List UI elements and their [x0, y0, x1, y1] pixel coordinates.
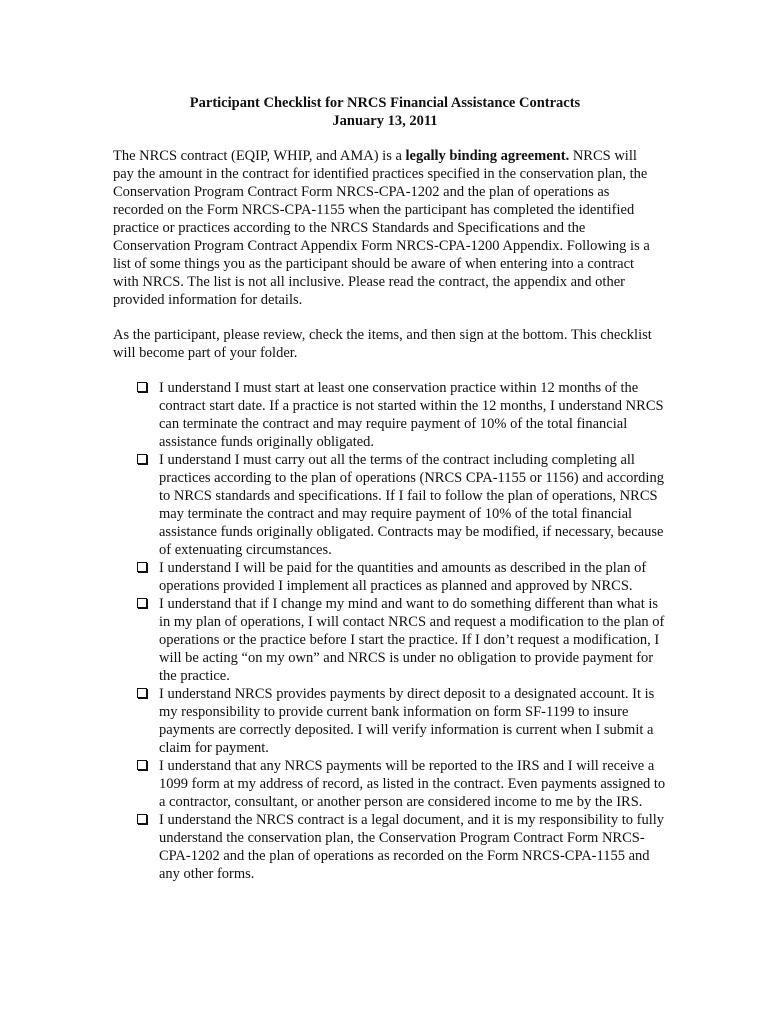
checklist — [136, 379, 666, 883]
instructions-paragraph: As the participant, please review, check the items, and then sign at the bottom. This checklist will become part of your folder. — [113, 327, 652, 361]
checkbox-icon[interactable] — [137, 598, 147, 608]
intro-paragraph — [113, 147, 661, 309]
checklist-item — [136, 757, 666, 811]
checklist-item — [136, 685, 666, 757]
checkbox-icon[interactable] — [137, 562, 147, 572]
checklist-item — [136, 379, 666, 451]
intro-text-rest: NRCS will pay the amount in the contract for identified practices specified in the conservation plan, the Conservation Program Contract Form NRCS-CPA-1202 and the plan of operations as recorded on the Form NRCS-CPA-1155 when the participant has completed the identified practice or practices according to the NRCS Standards and Specifications and the Conservation Program Contract Appendix Form NRCS-CPA-1200 Appendix. Following is a list of some things you as the participant should be aware of when entering into a contract with NRCS. The list is not all inclusive. Please read the contract, the appendix and other provided information for details. — [113, 148, 650, 308]
checklist-item — [136, 595, 666, 685]
checklist-item-text: I understand that if I change my mind and want to do something different than what is in my plan of operations, I will contact NRCS and request a modification to the plan of operations or the practice before I start the practice. If I don’t request a modification, I will be acting “on my own” and NRCS is under no obligation to provide payment for the practice. — [159, 596, 665, 684]
intro-text-start: The NRCS contract (EQIP, WHIP, and AMA) is a — [113, 148, 406, 164]
checkbox-icon[interactable] — [137, 382, 147, 392]
checklist-item-text: I understand the NRCS contract is a legal document, and it is my responsibility to fully understand the conservation plan, the Conservation Program Contract Form NRCS-CPA-1202 and the plan of operations as recorded on the Form NRCS-CPA-1155 and any other forms. — [159, 812, 665, 882]
document-title: Participant Checklist for NRCS Financial Assistance Contracts — [189, 95, 581, 111]
document-date: January 13, 2011 — [332, 113, 438, 129]
checklist-item-text: I understand I must carry out all the terms of the contract including completing all practices according to the plan of operations (NRCS CPA-1155 or 1156) and according to NRCS standards and specifications. If I fail to follow the plan of operations, NRCS may terminate the contract and may require payment of 10% of the total financial assistance funds originally obligated. Contracts may be modified, if necessary, because of extenuating circumstances. — [159, 452, 664, 558]
checkbox-icon[interactable] — [137, 814, 147, 824]
checklist-item — [136, 451, 666, 559]
checkbox-icon[interactable] — [137, 454, 147, 464]
checklist-item-text: I understand I must start at least one conservation practice within 12 months of the contract start date. If a practice is not started within the 12 months, I understand NRCS can terminate the contract and may require payment of 10% of the total financial assistance funds originally obligated. — [159, 380, 664, 450]
checkbox-icon[interactable] — [137, 760, 147, 770]
checklist-item — [136, 811, 666, 883]
checklist-item — [136, 559, 666, 595]
checklist-item-text: I understand I will be paid for the quantities and amounts as described in the plan of operations provided I implement all practices as planned and approved by NRCS. — [159, 560, 647, 594]
checkbox-icon[interactable] — [137, 688, 147, 698]
intro-bold-phrase: legally binding agreement. — [405, 148, 570, 164]
checklist-item-text: I understand that any NRCS payments will be reported to the IRS and I will receive a 1099 form at my address of record, as listed in the contract. Even payments assigned to a contractor, consultant, or another person are considered income to me by the IRS. — [159, 758, 666, 810]
checklist-item-text: I understand NRCS provides payments by direct deposit to a designated account. It is my responsibility to provide current bank information on form SF-1199 to insure payments are correctly deposited. I will verify information is current when I submit a claim for payment. — [159, 686, 655, 756]
